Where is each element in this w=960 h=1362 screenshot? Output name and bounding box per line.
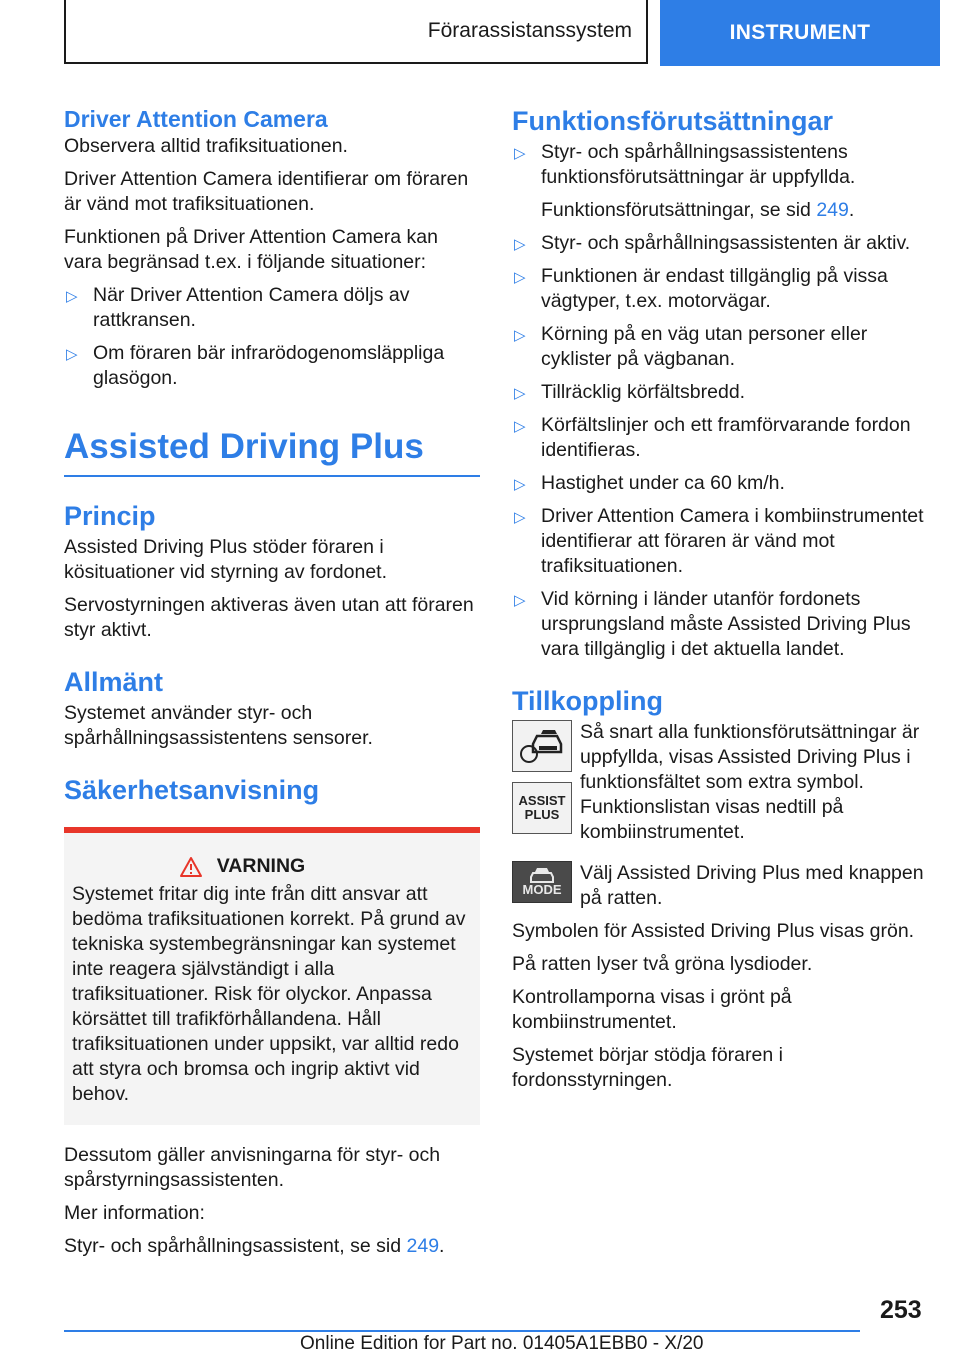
heading-princip: Princip	[64, 501, 156, 531]
paragraph: Driver Attention Camera identifierar om föraren är vänd mot trafiksituationen.	[64, 168, 469, 215]
heading-allmant: Allmänt	[64, 667, 164, 697]
page-number: 253	[880, 1296, 922, 1324]
header-section	[64, 0, 648, 64]
list-item: ▷ Styr- och spårhållningsassistenten är aktiv.	[512, 231, 928, 256]
warning-box	[64, 827, 480, 1125]
paragraph: På ratten lyser två gröna lysdioder.	[512, 953, 813, 975]
header-section-title: Förarassistanssystem	[427, 19, 632, 42]
triangle-bullet-icon: ▷	[514, 327, 526, 344]
list-item: ▷ Körfältslinjer och ett framförvarande fordon identifieras.	[514, 414, 911, 461]
paragraph: Så snart alla funktionsförutsättningar är uppfyllda, visas Assisted Driving Plus i funktionsfältet som extra symbol. Funktionslistan visas nedtill på kombiinstrumentet.	[580, 721, 920, 843]
heading-sakerhetsanvisning: Säkerhetsanvisning	[64, 775, 320, 805]
symbol-row	[512, 720, 928, 853]
paragraph: Funktionen på Driver Attention Camera kan vara begränsad t.ex. i följande situationer:	[64, 226, 438, 273]
paragraph: Mer information:	[64, 1202, 205, 1224]
paragraph: Symbolen för Assisted Driving Plus visas grön.	[512, 920, 915, 942]
triangle-bullet-icon: ▷	[514, 592, 526, 609]
paragraph: Systemet börjar stödja föraren i fordonsstyrningen.	[512, 1044, 783, 1091]
warning-triangle-icon	[179, 856, 203, 878]
paragraph: Funktionsförutsättningar, se sid 249.	[541, 199, 855, 221]
button-description	[580, 861, 928, 919]
triangle-bullet-icon: ▷	[66, 288, 78, 305]
paragraph: Välj Assisted Driving Plus med knappen på ratten.	[580, 862, 924, 909]
list-item: ▷ Driver Attention Camera i kombiinstrumentet identifierar att föraren är vänd mot trafiksituationen.	[514, 505, 924, 577]
paragraph: Observera alltid trafiksituationen.	[64, 135, 348, 157]
paragraph: Assisted Driving Plus stöder föraren i kösituationer vid styrning av fordonet.	[64, 536, 388, 583]
paragraph: Systemet använder styr- och spårhållningsassistentens sensorer.	[64, 702, 373, 749]
list-item: ▷ Tillräcklig körfältsbredd.	[512, 380, 928, 405]
bullet-list	[512, 140, 928, 190]
paragraph: Kontrollamporna visas i grönt på kombiinstrumentet.	[512, 986, 792, 1033]
triangle-bullet-icon: ▷	[66, 346, 78, 363]
paragraph: Dessutom gäller anvisningarna för styr- och spårstyrningsassistenten.	[64, 1144, 441, 1191]
mode-button-icon: MODE	[512, 861, 572, 903]
triangle-bullet-icon: ▷	[514, 385, 526, 402]
warning-label: VARNING	[216, 855, 306, 877]
list-item: ▷ Hastighet under ca 60 km/h.	[512, 471, 928, 496]
header-tab[interactable]	[660, 0, 940, 66]
heading-assisted-driving-plus: Assisted Driving Plus	[64, 425, 480, 477]
assist-plus-symbol-icon: ASSIST PLUS	[512, 782, 572, 834]
heading-tillkoppling: Tillkoppling	[512, 686, 663, 716]
triangle-bullet-icon: ▷	[514, 509, 526, 526]
button-column	[512, 861, 576, 919]
triangle-bullet-icon: ▷	[514, 236, 526, 253]
list-item: ▷ Styr- och spårhållningsassistentens funktionsförutsättningar är uppfyllda.	[514, 141, 856, 188]
symbol-column	[512, 720, 576, 853]
triangle-bullet-icon: ▷	[514, 476, 526, 493]
list-item: ▷ Funktionen är endast tillgänglig på vissa vägtyper, t.ex. motorvägar.	[514, 265, 888, 312]
paragraph: Servostyrningen aktiveras även utan att föraren styr aktivt.	[64, 594, 474, 641]
symbol-description	[580, 720, 928, 853]
paragraph: Styr- och spårhållningsassistent, se sid 249.	[64, 1235, 445, 1257]
footer-divider	[64, 1330, 860, 1332]
list-item: ▷ När Driver Attention Camera döljs av rattkransen.	[66, 284, 410, 331]
warning-text: Systemet fritar dig inte från ditt ansvar att bedöma trafiksituationen korrekt. På grund av tekniska systembegränsningar kan systemet inte reagera självständigt i alla trafiksituationer. Risk för olyckor. Anpassa körsättet till trafikförhållandena. Håll trafiksituationen under uppsikt, var alltid redo att styra och bromsa och ingrip aktivt vid behov.	[72, 883, 466, 1105]
triangle-bullet-icon: ▷	[514, 145, 526, 162]
bullet-list	[512, 231, 928, 662]
heading-funktionsforutsattningar: Funktionsförutsättningar	[512, 106, 833, 136]
button-row	[512, 861, 928, 919]
list-item: ▷ Körning på en väg utan personer eller cyklister på vägbanan.	[514, 323, 868, 370]
list-item: ▷ Om föraren bär infrarödogenomsläppliga glasögon.	[66, 342, 445, 389]
triangle-bullet-icon: ▷	[514, 269, 526, 286]
page-link[interactable]: 249	[406, 1235, 440, 1257]
triangle-bullet-icon: ▷	[514, 418, 526, 435]
page-link[interactable]: 249	[816, 199, 849, 221]
heading-driver-attention-camera: Driver Attention Camera	[64, 106, 328, 132]
list-item: ▷ Vid körning i länder utanför fordonets ursprungsland måste Assisted Driving Plus vara tillgänglig i det aktuella landet.	[514, 588, 911, 660]
header-tab-label: INSTRUMENT	[729, 21, 871, 44]
left-column	[64, 100, 480, 1267]
lane-assist-symbol-icon	[512, 720, 572, 772]
bullet-list	[64, 283, 480, 391]
right-column	[512, 100, 928, 1101]
warning-title	[72, 855, 472, 878]
footer-edition: Online Edition for Part no. 01405A1EBB0 - X/20	[300, 1333, 704, 1354]
